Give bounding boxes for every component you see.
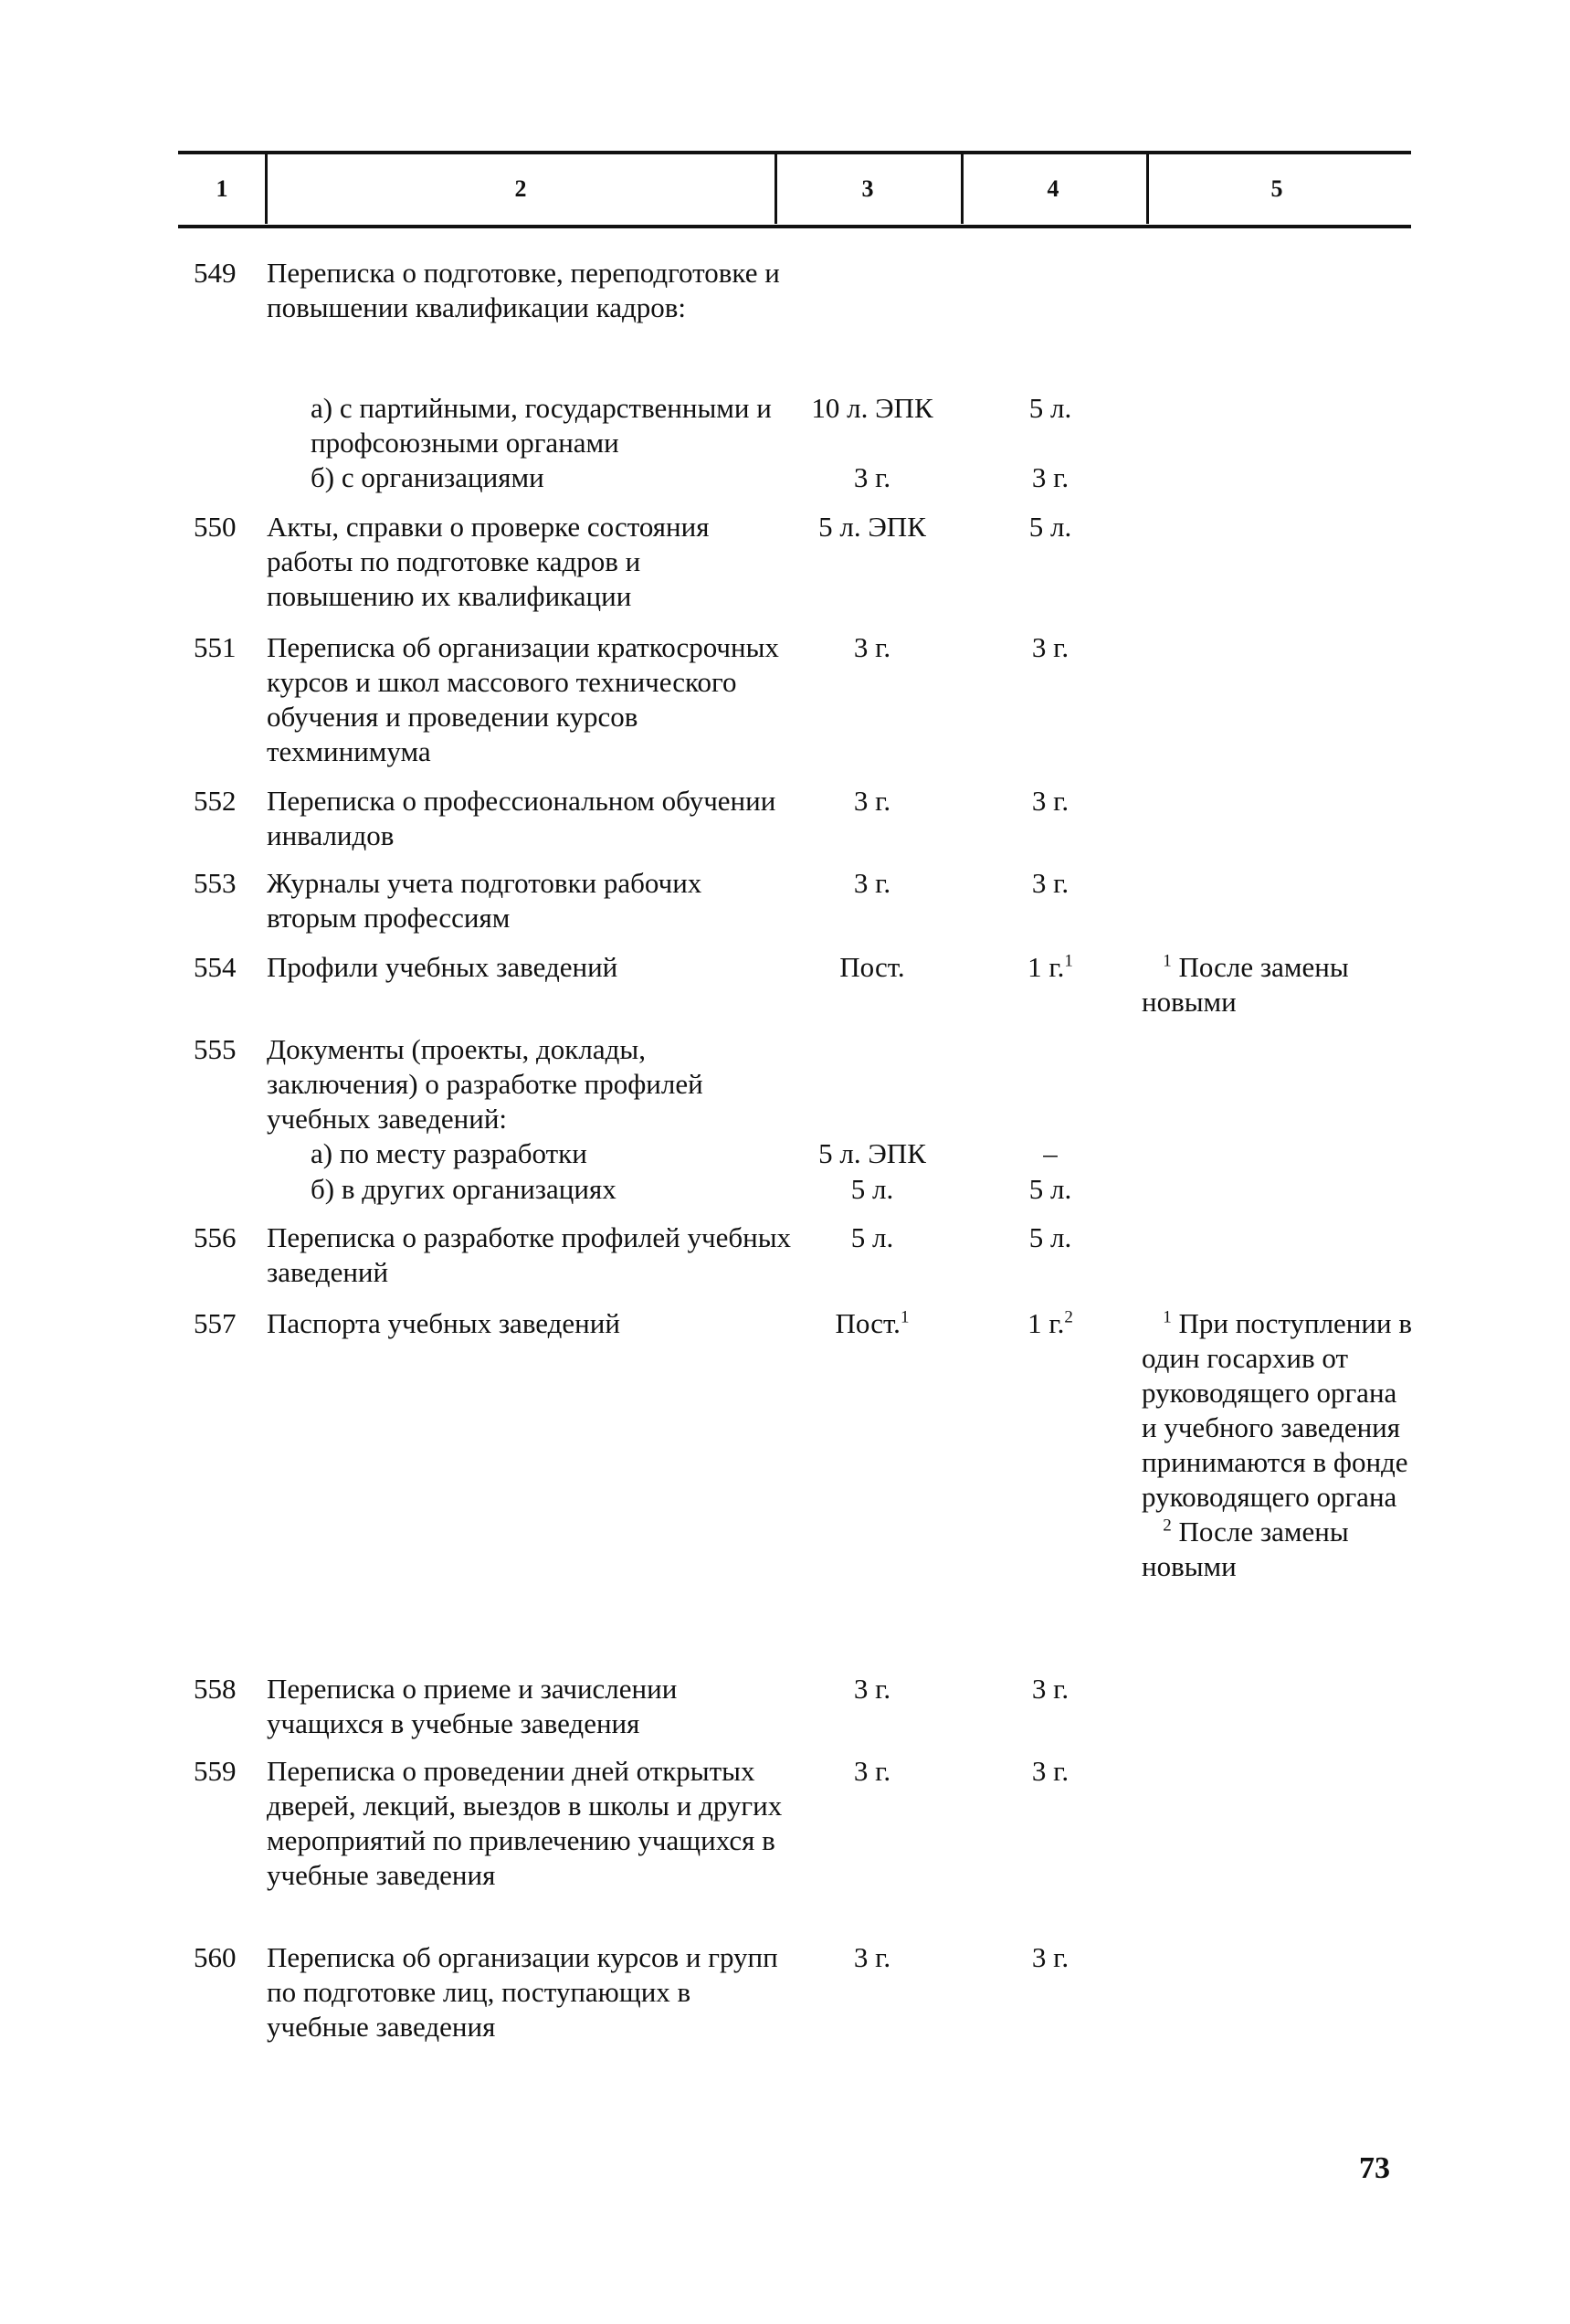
- footnote-mark: 1: [900, 1307, 910, 1327]
- footnote-mark: 1: [1163, 951, 1172, 971]
- header-divider: [1146, 151, 1149, 224]
- item-description: Переписка о приеме и зачислении учащихся в учебные заведения: [267, 1673, 678, 1739]
- item-description: Журналы учета подготовки рабочих вторым профессиям: [267, 867, 702, 934]
- header-divider: [265, 151, 268, 224]
- retention-col-4: [968, 1306, 1133, 1341]
- retention-col-4: 5 л.: [1028, 1173, 1072, 1205]
- item-number: 559: [194, 1755, 237, 1787]
- retention-col-3: 3 г.: [853, 1941, 891, 1973]
- footnote-mark: 1: [1163, 1307, 1172, 1327]
- header-col-1: 1: [216, 175, 228, 202]
- retention-col-4: 3 г.: [1031, 1673, 1069, 1705]
- page-number: 73: [1359, 2151, 1390, 2185]
- item-number: 552: [194, 785, 237, 817]
- item-number: 560: [194, 1941, 237, 1973]
- header-col-5: 5: [1270, 175, 1283, 202]
- remark-note: [1142, 1306, 1416, 1584]
- retention-col-4: 5 л.: [1028, 511, 1072, 543]
- item-number: 556: [194, 1221, 237, 1253]
- remark-text: После замены новыми: [1142, 951, 1349, 1018]
- item-description: Переписка об организации курсов и групп по подготовке лиц, поступающих в учебные заведения: [267, 1941, 778, 2043]
- item-description: Переписка о разработке профилей учебных заведений: [267, 1221, 792, 1288]
- retention-col-3: 5 л. ЭПК: [818, 1137, 926, 1169]
- header-divider: [961, 151, 964, 224]
- item-number: 549: [194, 257, 237, 289]
- retention-col-4: 3 г.: [1031, 631, 1069, 663]
- item-description: Паспорта учебных заведений: [267, 1307, 620, 1339]
- retention-col-3: Пост.: [839, 951, 905, 983]
- retention-col-3: 3 г.: [853, 1673, 891, 1705]
- item-description: Документы (проекты, доклады, заключения) о разработке профилей учебных заведений:: [267, 1033, 703, 1135]
- retention-col-3: 5 л.: [850, 1173, 894, 1205]
- retention-col-3: 3 г.: [853, 461, 891, 493]
- item-subitem: а) с партийными, государственными и профсоюзными органами: [311, 392, 772, 459]
- retention-col-4: 3 г.: [1031, 785, 1069, 817]
- item-description: Акты, справки о проверке состояния работы по подготовке кадров и повышению их квалификации: [267, 511, 710, 612]
- header-bottom-rule: [178, 225, 1411, 228]
- retention-col-3: 3 г.: [853, 1755, 891, 1787]
- retention-col-4: 3 г.: [1031, 461, 1069, 493]
- header-divider: [774, 151, 777, 224]
- header-top-rule: [178, 151, 1411, 154]
- retention-col-4: 3 г.: [1031, 1755, 1069, 1787]
- item-number: 557: [194, 1307, 237, 1339]
- retention-value: 1 г.: [1027, 1307, 1065, 1339]
- retention-col-4: 3 г.: [1031, 867, 1069, 899]
- item-subitem: б) в других организациях: [311, 1173, 616, 1205]
- header-col-4: 4: [1047, 175, 1059, 202]
- remark-text: При поступлении в один госархив от руководящего органа и учебного заведения принимаются в фонде руководящего органа: [1142, 1307, 1412, 1513]
- item-description: Профили учебных заведений: [267, 951, 618, 983]
- retention-col-3: 3 г.: [853, 631, 891, 663]
- retention-col-3: 3 г.: [853, 785, 891, 817]
- item-subitem: б) с организациями: [311, 461, 544, 493]
- item-number: 554: [194, 951, 237, 983]
- item-description: Переписка о проведении дней открытых дверей, лекций, выездов в школы и других мероприятий по привлечению учащихся в учебные заведения: [267, 1755, 783, 1891]
- item-number: 551: [194, 631, 237, 663]
- remark-note-2: [1142, 1515, 1416, 1584]
- retention-col-3: 3 г.: [853, 867, 891, 899]
- remark-text: После замены новыми: [1142, 1516, 1349, 1582]
- retention-col-4: –: [1043, 1137, 1058, 1169]
- header-col-2: 2: [514, 175, 527, 202]
- retention-col-3: [781, 1306, 964, 1341]
- retention-col-3: 5 л. ЭПК: [818, 511, 926, 543]
- retention-value: 1 г.: [1027, 951, 1065, 983]
- retention-col-3: 5 л.: [850, 1221, 894, 1253]
- item-number: 550: [194, 511, 237, 543]
- footnote-mark: 2: [1064, 1307, 1073, 1327]
- header-col-3: 3: [861, 175, 874, 202]
- retention-col-4: 5 л.: [1028, 392, 1072, 424]
- retention-col-3: 10 л. ЭПК: [811, 392, 933, 424]
- retention-col-4: 5 л.: [1028, 1221, 1072, 1253]
- footnote-mark: 1: [1064, 951, 1073, 971]
- retention-col-4: [968, 950, 1133, 985]
- item-number: 555: [194, 1033, 237, 1065]
- remark-note-1: [1142, 1306, 1416, 1515]
- item-description: Переписка о профессиональном обучении инвалидов: [267, 785, 776, 851]
- item-number: 553: [194, 867, 237, 899]
- retention-col-4: 3 г.: [1031, 1941, 1069, 1973]
- item-description: Переписка о подготовке, переподготовке и повышении квалификации кадров:: [267, 257, 780, 323]
- remark-note: [1142, 950, 1416, 1019]
- item-description: Переписка об организации краткосрочных курсов и школ массового технического обучения и проведении курсов техминимума: [267, 631, 779, 767]
- retention-value: Пост.: [835, 1307, 901, 1339]
- item-number: 558: [194, 1673, 237, 1705]
- item-subitem: а) по месту разработки: [311, 1137, 587, 1169]
- footnote-mark: 2: [1163, 1516, 1172, 1536]
